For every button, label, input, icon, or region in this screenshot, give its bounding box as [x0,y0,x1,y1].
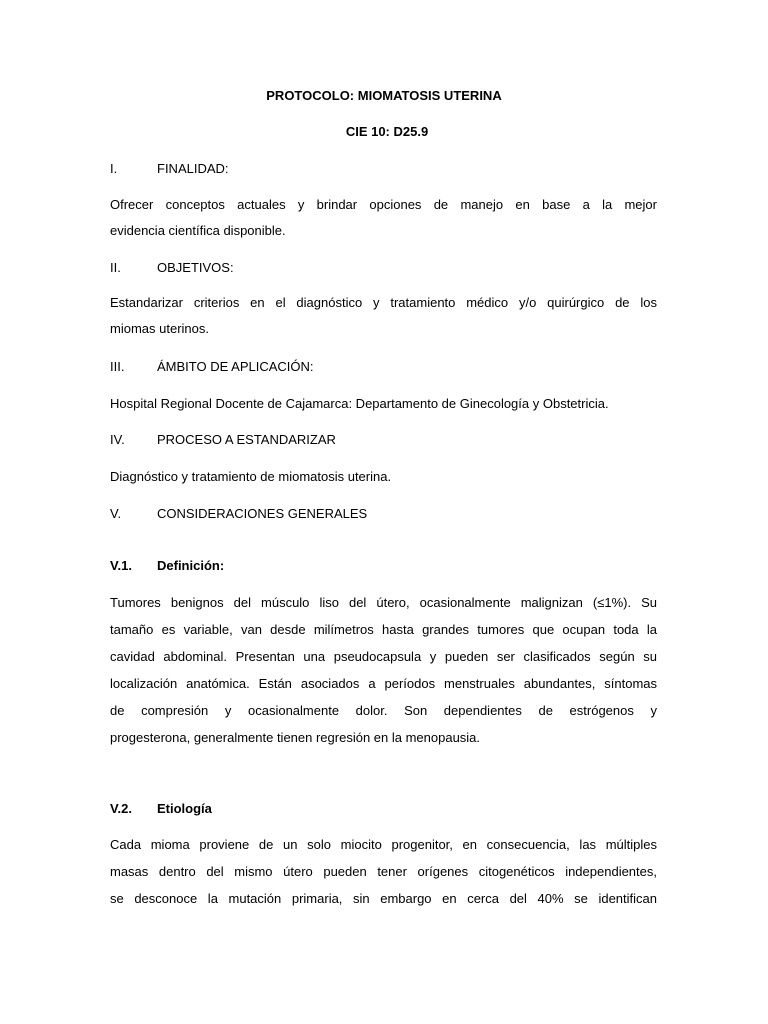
paragraph-line: masas dentro del mismo útero pueden tener orígenes citogenéticos independientes, [110,864,657,879]
section-objetivos-paragraph [110,295,657,337]
paragraph-line: miomas uterinos. [110,321,209,336]
paragraph-line: tamaño es variable, van desde milímetros hasta grandes tumores que ocupan toda la [110,622,657,637]
section-number: III. [110,359,125,374]
section-number: I. [110,161,118,176]
subsection-heading: Definición: [157,558,225,573]
paragraph-line: Cada mioma proviene de un solo miocito progenitor, en consecuencia, las múltiples [110,837,657,852]
paragraph-line: Hospital Regional Docente de Cajamarca: Departamento de Ginecología y Obstetricia. [110,396,609,411]
paragraph-line: evidencia científica disponible. [110,223,286,238]
subsection-number: V.2. [110,801,132,816]
paragraph-line: Tumores benignos del músculo liso del útero, ocasionalmente malignizan (≤1%). Su [110,595,657,610]
paragraph-line: Estandarizar criterios en el diagnóstico y tratamiento médico y/o quirúrgico de los [110,295,657,310]
paragraph-line: cavidad abdominal. Presentan una pseudocapsula y pueden ser clasificados según su [110,649,657,664]
paragraph-line: progesterona, generalmente tienen regresión en la menopausia. [110,730,481,745]
document-title: PROTOCOLO: MIOMATOSIS UTERINA [266,88,502,103]
subsection-heading: Etiología [157,801,212,816]
subsection-etiologia-paragraph [110,837,657,907]
subsection-number: V.1. [110,558,132,573]
paragraph-line: Diagnóstico y tratamiento de miomatosis uterina. [110,469,392,484]
section-heading: FINALIDAD: [157,161,229,176]
section-heading: PROCESO A ESTANDARIZAR [157,432,336,447]
section-heading: CONSIDERACIONES GENERALES [157,506,368,521]
section-number: V. [110,506,122,521]
paragraph-line: localización anatómica. Están asociados a períodos menstruales abundantes, síntomas [110,676,657,691]
section-ambito-paragraph [110,396,657,412]
document-code: CIE 10: D25.9 [345,124,429,139]
paragraph-line: Ofrecer conceptos actuales y brindar opciones de manejo en base a la mejor [110,197,657,212]
paragraph-line: se desconoce la mutación primaria, sin embargo en cerca del 40% se identifican [110,891,657,906]
paragraph-line: de compresión y ocasionalmente dolor. Son dependientes de estrógenos y [110,703,657,718]
section-heading: ÁMBITO DE APLICACIÓN: [157,359,314,374]
section-finalidad-paragraph [110,197,657,239]
section-proceso-paragraph [110,469,657,485]
section-number: IV. [110,432,125,447]
section-heading: OBJETIVOS: [157,260,234,275]
subsection-definicion-paragraph [110,595,657,746]
section-number: II. [110,260,121,275]
